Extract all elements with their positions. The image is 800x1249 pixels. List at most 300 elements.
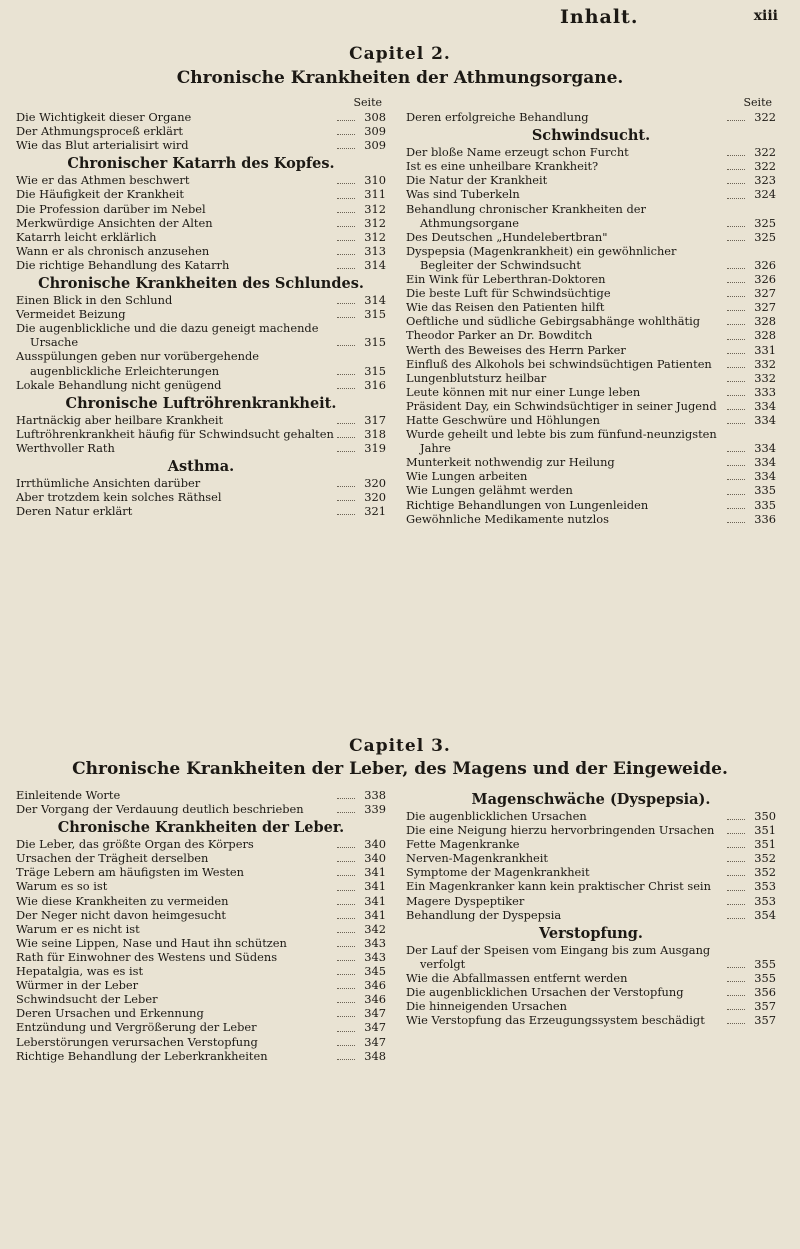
toc-entry[interactable]	[16, 202, 386, 216]
section-heading: Chronischer Katarrh des Kopfes.	[67, 155, 335, 173]
toc-entry-page: 334	[754, 441, 776, 456]
toc-entry[interactable]	[406, 837, 776, 851]
toc-entry-text: Katarrh leicht erklärlich	[16, 229, 157, 244]
toc-entry-text: Wie diese Krankheiten zu vermeiden	[16, 893, 229, 908]
toc-entry-text: Einfluß des Alkohols bei schwindsüchtigen Patienten	[406, 356, 712, 371]
toc-entry[interactable]	[406, 455, 776, 469]
toc-entry[interactable]	[16, 138, 386, 152]
toc-entry[interactable]	[16, 427, 386, 441]
dot-leader	[727, 120, 745, 121]
toc-entry-page: 340	[364, 851, 386, 866]
toc-entry[interactable]	[16, 802, 386, 816]
toc-entry-text: Der Neger nicht davon heimgesucht	[16, 907, 226, 922]
toc-entry-page: 309	[364, 138, 386, 153]
toc-entry[interactable]	[406, 427, 776, 455]
toc-entry[interactable]	[406, 498, 776, 512]
toc-entry-page: 311	[364, 187, 386, 202]
toc-entry-page: 332	[754, 370, 776, 385]
toc-entry[interactable]	[406, 851, 776, 865]
toc-entry[interactable]	[16, 936, 386, 950]
toc-entry-text: Wie er das Athmen beschwert	[16, 173, 190, 188]
toc-entry-text: Irrthümliche Ansichten darüber	[16, 475, 201, 490]
dot-leader	[727, 198, 745, 199]
toc-entry-text: Magere Dyspeptiker	[406, 893, 525, 908]
dot-leader	[337, 798, 355, 799]
toc-entry[interactable]	[16, 851, 386, 865]
toc-entry-page: 313	[364, 243, 386, 258]
toc-entry-text: Warum er es nicht ist	[16, 921, 140, 936]
toc-entry[interactable]	[406, 385, 776, 399]
toc-entry[interactable]	[406, 413, 776, 427]
dot-leader	[337, 451, 355, 452]
dot-leader	[337, 183, 355, 184]
dot-leader	[727, 367, 745, 368]
dot-leader	[727, 1023, 745, 1024]
toc-entry-page: 339	[364, 802, 386, 817]
toc-entry-page: 335	[754, 483, 776, 498]
toc-entry[interactable]	[406, 809, 776, 823]
toc-entry-page: 327	[754, 300, 776, 315]
toc-entry-page: 324	[754, 187, 776, 202]
dot-leader	[727, 282, 745, 283]
toc-entry-text: Ein Wink für Leberthran-Doktoren	[406, 272, 606, 287]
toc-entry-page: 320	[364, 490, 386, 505]
toc-entry-text: Wurde geheilt und lebte bis zum fünfund-neunzigsten Jahre	[406, 427, 717, 456]
toc-entry-page: 322	[754, 145, 776, 160]
toc-entry[interactable]	[406, 1013, 776, 1027]
section-heading: Schwindsucht.	[531, 127, 651, 145]
toc-entry-page: 332	[754, 356, 776, 371]
dot-leader	[727, 423, 745, 424]
chapter-3-right-column	[406, 788, 776, 1027]
toc-entry-text: Aber trotzdem kein solches Räthsel	[16, 490, 222, 505]
dot-leader	[337, 120, 355, 121]
dot-leader	[337, 960, 355, 961]
toc-entry[interactable]	[16, 1020, 386, 1034]
dot-leader	[337, 1002, 355, 1003]
dot-leader	[727, 409, 745, 410]
toc-entry[interactable]	[406, 244, 776, 272]
dot-leader	[337, 890, 355, 891]
toc-entry-text: Dyspepsia (Magenkrankheit) ein gewöhnlicher Begleiter der Schwindsucht	[406, 243, 677, 272]
toc-entry-text: Warum es so ist	[16, 879, 108, 894]
toc-entry[interactable]	[16, 244, 386, 258]
toc-entry-page: 326	[754, 272, 776, 287]
toc-entry-text: Munterkeit nothwendig zur Heilung	[406, 455, 615, 470]
toc-entry-text: Der Athmungsproceß erklärt	[16, 124, 183, 139]
dot-leader	[337, 423, 355, 424]
section-heading: Verstopfung.	[539, 924, 643, 942]
toc-entry[interactable]	[16, 1035, 386, 1049]
dot-leader	[337, 974, 355, 975]
toc-entry-page: 346	[364, 992, 386, 1007]
toc-entry[interactable]	[16, 173, 386, 187]
toc-entry-page: 343	[364, 949, 386, 964]
toc-entry-page: 328	[754, 328, 776, 343]
toc-entry-text: Merkwürdige Ansichten der Alten	[16, 215, 213, 230]
toc-entry-text: Des Deutschen „Hundelebertbran"	[406, 229, 608, 244]
toc-entry[interactable]	[406, 865, 776, 879]
toc-entry-text: Die eine Neigung hierzu hervorbringenden Ursachen	[406, 823, 715, 838]
toc-entry[interactable]	[406, 159, 776, 173]
running-title: Inhalt.	[560, 6, 639, 28]
toc-entry[interactable]	[406, 894, 776, 908]
toc-entry[interactable]	[16, 922, 386, 936]
toc-entry-text: Träge Lebern am häufigsten im Westen	[16, 865, 244, 880]
dot-leader	[727, 904, 745, 905]
toc-entry[interactable]	[406, 879, 776, 893]
toc-entry[interactable]	[16, 187, 386, 201]
toc-entry-page: 323	[754, 173, 776, 188]
toc-entry-page: 318	[364, 426, 386, 441]
toc-entry-text: Behandlung der Dyspepsia	[406, 907, 562, 922]
dot-leader	[727, 183, 745, 184]
toc-entry[interactable]	[16, 321, 386, 349]
section-heading: Chronische Krankheiten der Leber.	[57, 819, 345, 837]
toc-entry[interactable]	[16, 978, 386, 992]
toc-entry-page: 346	[364, 978, 386, 993]
toc-entry-page: 357	[754, 999, 776, 1014]
toc-entry-text: Ein Magenkranker kann kein praktischer Christ sein	[406, 879, 711, 894]
toc-entry[interactable]	[16, 413, 386, 427]
toc-entry[interactable]	[16, 1006, 386, 1020]
chapter-2-right-column	[406, 96, 776, 526]
dot-leader	[727, 875, 745, 876]
dot-leader	[727, 890, 745, 891]
dot-leader	[727, 861, 745, 862]
dot-leader	[727, 479, 745, 480]
toc-entry-text: Richtige Behandlungen von Lungenleiden	[406, 497, 649, 512]
dot-leader	[727, 918, 745, 919]
toc-entry[interactable]	[16, 124, 386, 138]
toc-entry[interactable]	[406, 971, 776, 985]
dot-leader	[337, 486, 355, 487]
toc-entry-page: 350	[754, 809, 776, 823]
toc-entry-text: Präsident Day, ein Schwindsüchtiger in seiner Jugend	[406, 398, 717, 413]
toc-entry-text: Lungenblutsturz heilbar	[406, 370, 547, 385]
toc-entry-text: Deren Natur erklärt	[16, 504, 133, 519]
toc-entry-page: 353	[754, 893, 776, 908]
chapter-2-label: Capitel 2.	[349, 44, 451, 64]
toc-entry[interactable]	[406, 985, 776, 999]
toc-entry-text: Hatte Geschwüre und Höhlungen	[406, 412, 600, 427]
toc-entry-text: Der Vorgang der Verdauung deutlich beschrieben	[16, 802, 304, 817]
toc-entry-page: 312	[364, 229, 386, 244]
toc-entry-page: 343	[364, 935, 386, 950]
dot-leader	[727, 995, 745, 996]
dot-leader	[337, 148, 355, 149]
dot-leader	[337, 904, 355, 905]
toc-entry-page: 327	[754, 286, 776, 301]
toc-entry-page: 319	[364, 440, 386, 455]
toc-entry[interactable]	[406, 328, 776, 342]
toc-entry-text: Wie das Reisen den Patienten hilft	[406, 300, 605, 315]
toc-entry[interactable]	[16, 110, 386, 124]
toc-entry-page: 322	[754, 159, 776, 174]
toc-entry[interactable]	[406, 314, 776, 328]
toc-entry-text: Leberstörungen verursachen Verstopfung	[16, 1034, 258, 1049]
toc-entry[interactable]	[16, 504, 386, 518]
toc-entry[interactable]	[406, 173, 776, 187]
toc-entry-text: Die Natur der Krankheit	[406, 173, 548, 188]
toc-entry-text: Deren erfolgreiche Behandlung	[406, 110, 589, 125]
section-heading: Chronische Luftröhrenkrankheit.	[65, 394, 337, 412]
toc-entry[interactable]	[406, 110, 776, 124]
toc-entry-text: Leute können mit nur einer Lunge leben	[406, 384, 641, 399]
toc-entry-page: 314	[364, 293, 386, 308]
toc-entry-page: 315	[364, 307, 386, 322]
chapter-2-left-column	[16, 96, 386, 518]
toc-entry[interactable]	[16, 230, 386, 244]
toc-entry-page: 351	[754, 837, 776, 852]
toc-entry[interactable]	[16, 441, 386, 455]
dot-leader	[727, 451, 745, 452]
toc-entry-page: 315	[364, 363, 386, 378]
dot-leader	[727, 324, 745, 325]
toc-entry-text: Deren Ursachen und Erkennung	[16, 1006, 204, 1021]
toc-entry-page: 322	[754, 110, 776, 125]
toc-entry[interactable]	[16, 865, 386, 879]
dot-leader	[727, 155, 745, 156]
dot-leader	[727, 381, 745, 382]
toc-entry[interactable]	[406, 371, 776, 385]
dot-leader	[727, 494, 745, 495]
dot-leader	[337, 500, 355, 501]
toc-entry-page: 312	[364, 215, 386, 230]
toc-entry-page: 347	[364, 1034, 386, 1049]
dot-leader	[337, 226, 355, 227]
toc-entry[interactable]	[406, 286, 776, 300]
dot-leader	[727, 169, 745, 170]
toc-entry-text: Einleitende Worte	[16, 788, 121, 802]
toc-entry[interactable]	[406, 908, 776, 922]
toc-entry-text: Die Leber, das größte Organ des Körpers	[16, 837, 254, 852]
toc-entry[interactable]	[406, 999, 776, 1013]
dot-leader	[337, 861, 355, 862]
dot-leader	[727, 226, 745, 227]
dot-leader	[337, 437, 355, 438]
toc-entry-page: 347	[364, 1006, 386, 1021]
toc-entry[interactable]	[406, 512, 776, 526]
toc-entry-text: Die Häufigkeit der Krankheit	[16, 187, 184, 202]
toc-entry-page: 317	[364, 412, 386, 427]
toc-entry-page: 321	[364, 504, 386, 519]
toc-entry-text: Einen Blick in den Schlund	[16, 293, 173, 308]
toc-entry-text: Würmer in der Leber	[16, 978, 139, 993]
toc-entry-text: Ursachen der Trägheit derselben	[16, 851, 209, 866]
dot-leader	[727, 981, 745, 982]
toc-entry-text: Der Lauf der Speisen vom Eingang bis zum Ausgang verfolgt	[406, 942, 711, 971]
dot-leader	[337, 212, 355, 213]
toc-entry[interactable]	[406, 357, 776, 371]
dot-leader	[727, 339, 745, 340]
toc-entry-page: 325	[754, 229, 776, 244]
toc-entry-text: Lokale Behandlung nicht genügend	[16, 377, 222, 392]
toc-entry[interactable]	[16, 879, 386, 893]
toc-entry-text: Wie seine Lippen, Nase und Haut ihn schützen	[16, 935, 287, 950]
toc-entry[interactable]	[16, 992, 386, 1006]
toc-entry[interactable]	[406, 483, 776, 497]
toc-entry[interactable]	[406, 823, 776, 837]
toc-entry-page: 334	[754, 469, 776, 484]
toc-entry-page: 341	[364, 907, 386, 922]
dot-leader	[727, 967, 745, 968]
toc-entry-text: Die beste Luft für Schwindsüchtige	[406, 286, 611, 301]
toc-entry-page: 314	[364, 257, 386, 272]
dot-leader	[337, 198, 355, 199]
toc-entry-text: Die hinneigenden Ursachen	[406, 999, 568, 1014]
toc-entry-text: Oeftliche und südliche Gebirgsabhänge wohlthätig	[406, 314, 701, 329]
toc-entry-text: Wie die Abfallmassen entfernt werden	[406, 970, 628, 985]
toc-entry-text: Theodor Parker an Dr. Bowditch	[406, 328, 593, 343]
seite-label: Seite	[353, 96, 382, 109]
chapter-3-title: Chronische Krankheiten der Leber, des Magens und der Eingeweide.	[72, 759, 728, 779]
dot-leader	[727, 296, 745, 297]
dot-leader	[337, 875, 355, 876]
toc-entry-text: Wann er als chronisch anzusehen	[16, 243, 210, 258]
dot-leader	[337, 345, 355, 346]
dot-leader	[337, 988, 355, 989]
toc-entry[interactable]	[16, 908, 386, 922]
dot-leader	[337, 514, 355, 515]
toc-entry-text: Luftröhrenkrankheit häufig für Schwindsucht gehalten	[16, 426, 334, 441]
toc-entry-text: Werthvoller Rath	[16, 440, 115, 455]
toc-entry-page: 312	[364, 201, 386, 216]
dot-leader	[337, 1059, 355, 1060]
dot-leader	[337, 932, 355, 933]
dot-leader	[337, 946, 355, 947]
toc-entry-page: 331	[754, 342, 776, 357]
toc-entry-text: Gewöhnliche Medikamente nutzlos	[406, 511, 609, 526]
toc-entry-text: Nerven-Magenkrankheit	[406, 851, 549, 866]
toc-entry[interactable]	[16, 788, 386, 802]
dot-leader	[727, 268, 745, 269]
toc-entry-page: 341	[364, 893, 386, 908]
toc-entry-page: 354	[754, 907, 776, 922]
toc-entry-page: 341	[364, 879, 386, 894]
toc-entry-text: Entzündung und Vergrößerung der Leber	[16, 1020, 257, 1035]
seite-label: Seite	[743, 96, 772, 109]
toc-entry[interactable]	[16, 964, 386, 978]
toc-entry[interactable]	[16, 894, 386, 908]
toc-entry[interactable]	[406, 145, 776, 159]
toc-entry-page: 335	[754, 497, 776, 512]
dot-leader	[727, 353, 745, 354]
toc-entry[interactable]	[16, 950, 386, 964]
toc-entry-text: Hepatalgia, was es ist	[16, 964, 144, 979]
toc-entry-text: Die Wichtigkeit dieser Organe	[16, 110, 192, 125]
toc-entry[interactable]	[16, 837, 386, 851]
dot-leader	[337, 847, 355, 848]
dot-leader	[727, 465, 745, 466]
dot-leader	[337, 254, 355, 255]
toc-entry[interactable]	[406, 187, 776, 201]
dot-leader	[727, 819, 745, 820]
toc-entry-text: Behandlung chronischer Krankheiten der Athmungsorgane	[406, 201, 646, 230]
toc-entry[interactable]	[406, 943, 776, 971]
toc-entry[interactable]	[16, 1049, 386, 1063]
toc-entry-page: 316	[364, 377, 386, 392]
page-number: xiii	[753, 8, 778, 24]
toc-entry-text: Schwindsucht der Leber	[16, 992, 158, 1007]
toc-entry[interactable]	[16, 378, 386, 392]
chapter-3-label: Capitel 3.	[349, 736, 451, 756]
toc-entry-page: 334	[754, 412, 776, 427]
toc-entry[interactable]	[16, 258, 386, 272]
toc-entry-page: 355	[754, 970, 776, 985]
toc-entry[interactable]	[16, 216, 386, 230]
toc-entry[interactable]	[16, 490, 386, 504]
toc-entry-page: 341	[364, 865, 386, 880]
toc-entry-text: Was sind Tuberkeln	[406, 187, 520, 202]
toc-entry-page: 334	[754, 398, 776, 413]
toc-entry-page: 325	[754, 215, 776, 230]
toc-entry[interactable]	[16, 349, 386, 377]
dot-leader	[727, 508, 745, 509]
toc-entry-text: Die richtige Behandlung des Katarrh	[16, 257, 230, 272]
toc-entry-page: 320	[364, 475, 386, 490]
toc-entry[interactable]	[406, 300, 776, 314]
toc-entry-text: Werth des Beweises des Herrn Parker	[406, 342, 626, 357]
dot-leader	[337, 1016, 355, 1017]
section-heading: Asthma.	[167, 457, 235, 475]
dot-leader	[727, 833, 745, 834]
dot-leader	[337, 134, 355, 135]
toc-entry-page: 334	[754, 455, 776, 470]
dot-leader	[337, 374, 355, 375]
toc-entry-page: 315	[364, 335, 386, 350]
section-heading: Chronische Krankheiten des Schlundes.	[38, 275, 364, 293]
chapter-3-left-column	[16, 788, 386, 1063]
toc-entry-page: 336	[754, 511, 776, 526]
toc-entry-page: 352	[754, 865, 776, 880]
toc-entry-page: 338	[364, 788, 386, 802]
toc-entry[interactable]	[406, 469, 776, 483]
toc-entry-text: Wie Lungen gelähmt werden	[406, 483, 573, 498]
toc-entry[interactable]	[406, 399, 776, 413]
toc-entry-page: 351	[754, 823, 776, 838]
dot-leader	[337, 918, 355, 919]
toc-entry[interactable]	[406, 202, 776, 230]
toc-entry-text: Die augenblickliche und die dazu geneigt machende Ursache	[16, 321, 319, 350]
toc-entry-page: 356	[754, 985, 776, 1000]
toc-entry-text: Symptome der Magenkrankheit	[406, 865, 590, 880]
dot-leader	[727, 847, 745, 848]
dot-leader	[337, 812, 355, 813]
running-head	[0, 6, 800, 28]
dot-leader	[337, 240, 355, 241]
toc-entry-text: Der bloße Name erzeugt schon Furcht	[406, 145, 629, 160]
dot-leader	[337, 268, 355, 269]
toc-entry-page: 309	[364, 124, 386, 139]
toc-entry[interactable]	[16, 476, 386, 490]
section-heading: Magenschwäche (Dyspepsia).	[471, 791, 711, 808]
toc-entry[interactable]	[16, 293, 386, 307]
toc-entry-page: 328	[754, 314, 776, 329]
dot-leader	[727, 395, 745, 396]
toc-entry-page: 310	[364, 173, 386, 188]
toc-entry-page: 345	[364, 964, 386, 979]
toc-entry[interactable]	[16, 307, 386, 321]
toc-entry-text: Die augenblicklichen Ursachen der Verstopfung	[406, 985, 684, 1000]
dot-leader	[337, 317, 355, 318]
dot-leader	[337, 303, 355, 304]
dot-leader	[337, 388, 355, 389]
toc-entry[interactable]	[406, 272, 776, 286]
toc-entry[interactable]	[406, 230, 776, 244]
toc-entry-page: 333	[754, 384, 776, 399]
toc-entry[interactable]	[406, 343, 776, 357]
